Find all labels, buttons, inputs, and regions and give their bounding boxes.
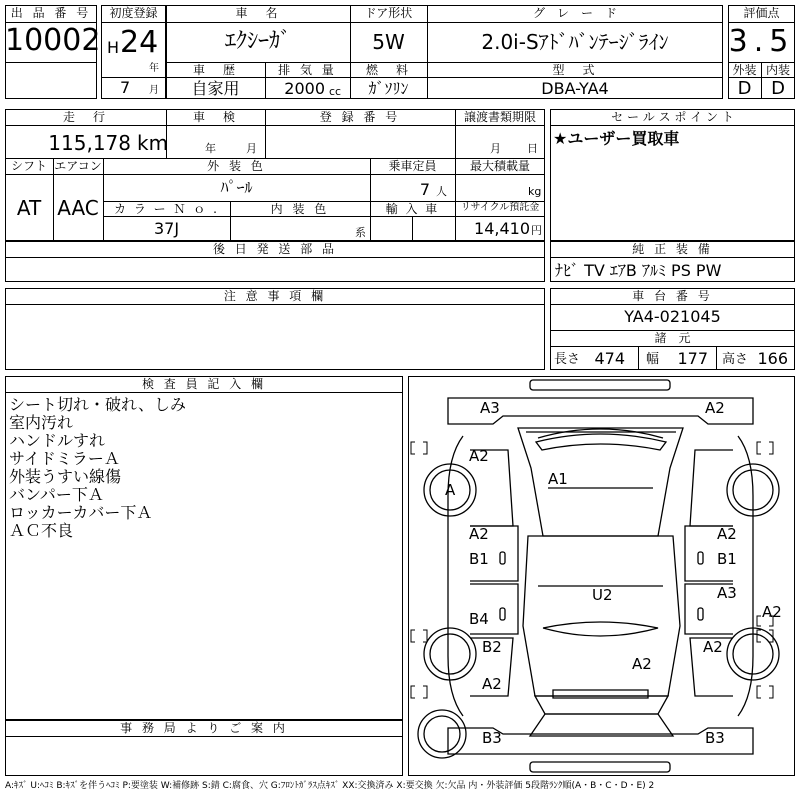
inspector-notes-header: 検 査 員 記 入 欄 [141, 377, 267, 391]
displacement: 2000 [284, 79, 325, 98]
door-type-header: ドア形状 [364, 6, 413, 20]
damage-rear-left-corner: A2 [482, 675, 502, 693]
width-label: 幅 [646, 352, 660, 367]
damage-rear-left: B3 [482, 729, 502, 747]
damage-door-fr-2: B1 [717, 550, 737, 568]
damage-trunk: A2 [632, 655, 652, 673]
shift-header: シフト [10, 159, 47, 173]
registration-no-header: 登 録 番 号 [319, 110, 401, 124]
era-label: H [107, 38, 120, 57]
length-label: 長さ [554, 352, 581, 367]
damage-quarter-right: A2 [703, 638, 723, 656]
year-unit: 年 [149, 63, 159, 74]
grade: 2.0i-Sｱﾄﾞﾊﾞﾝﾃｰｼﾞﾗｲﾝ [481, 30, 669, 54]
color-no: 37J [153, 219, 180, 238]
note-item: ＡＣ不良 [9, 521, 74, 540]
first-registration-header: 初度登録 [109, 6, 158, 20]
fuel: ｶﾞｿﾘﾝ [368, 79, 409, 98]
capacity-header: 乗車定員 [388, 159, 437, 173]
recycle: 14,410 [474, 219, 530, 238]
genuine-equipment-header: 純 正 装 備 [632, 242, 713, 256]
interior-color-unit: 系 [355, 226, 366, 239]
recycle-header: リサイクル預託金 [460, 202, 540, 213]
damage-door-fr: A2 [717, 525, 737, 543]
exterior-color-header: 外 装 色 [207, 159, 266, 173]
note-item: ハンドルすれ [9, 431, 106, 450]
damage-front-right: A2 [705, 399, 725, 417]
fuel-header: 燃 料 [365, 63, 411, 77]
damage-door-rr: A3 [717, 584, 737, 602]
note-item: 室内汚れ [9, 413, 74, 432]
color-no-header: カ ラ ー Ｎ ｏ . [114, 202, 219, 216]
chassis-no: YA4-021045 [624, 307, 721, 326]
specs-header: 諸 元 [654, 331, 691, 345]
car-name-header: 車 名 [235, 6, 281, 20]
inspection-month-unit: 月 [246, 142, 257, 155]
max-load-header: 最大積載量 [469, 159, 530, 173]
note-item: シート切れ・破れ、しみ [9, 395, 186, 414]
height: 166 [757, 349, 788, 368]
displacement-header: 排 気 量 [278, 63, 337, 77]
aircon: AAC [57, 196, 99, 220]
damage-door-rl: B4 [469, 610, 489, 628]
damage-door-fl-2: B1 [469, 550, 489, 568]
height-label: 高さ [722, 352, 749, 367]
shift: AT [16, 196, 42, 220]
damage-door-fl: A2 [469, 525, 489, 543]
mileage-unit: km [137, 131, 169, 155]
inspection-year-unit: 年 [205, 142, 216, 155]
registration-month: 7 [120, 78, 131, 97]
mileage-header: 走 行 [62, 110, 108, 124]
note-item: ロッカーカバー下Ａ [9, 503, 153, 522]
mileage: 115,178 [48, 131, 131, 155]
damage-front-left: A3 [480, 399, 500, 417]
grade-header: グ レ ー ド [532, 6, 617, 20]
note-item: 外装うすい線傷 [9, 467, 122, 486]
damage-quarter-left: B2 [482, 638, 502, 656]
chassis-no-header: 車 台 番 号 [632, 289, 713, 303]
width: 177 [677, 349, 708, 368]
damage-fender-left: A2 [469, 447, 489, 465]
capacity: 7 [419, 180, 430, 199]
damage-side-right: A2 [762, 603, 782, 621]
car-diagram [408, 376, 795, 776]
door-type: 5W [372, 30, 405, 54]
displacement-unit: cc [329, 85, 342, 98]
registration-year: 24 [120, 25, 159, 60]
sales-point: ★ユーザー買取車 [553, 129, 680, 148]
transfer-day-unit: 日 [527, 142, 538, 155]
exterior-color: ﾊﾟｰﾙ [220, 178, 253, 197]
lot-number-header: 出 品 番 号 [10, 6, 92, 20]
caution-header: 注 意 事 項 欄 [223, 289, 327, 303]
interior-grade: D [771, 78, 785, 99]
damage-hood: A1 [548, 470, 568, 488]
score-header: 評価点 [743, 6, 780, 20]
length: 474 [594, 349, 625, 368]
aircon-header: エアコン [54, 159, 102, 173]
note-item: バンパー下Ａ [9, 485, 104, 504]
damage-wheel-front-left: A [445, 481, 456, 499]
office-notice-header: 事 務 局 よ り ご 案 内 [120, 721, 288, 735]
sales-point-header: セ ー ル ス ポ イ ン ト [611, 110, 734, 124]
history-header: 車 歴 [192, 63, 238, 77]
score: 3.5 [728, 24, 795, 59]
damage-rear-right: B3 [705, 729, 725, 747]
capacity-unit: 人 [436, 185, 447, 198]
note-item: サイドミラーＡ [9, 449, 120, 468]
import-header: 輸 入 車 [385, 202, 440, 216]
parts-later-header: 後 日 発 送 部 品 [212, 242, 338, 256]
inspection-header: 車 検 [192, 110, 238, 124]
legend: A:ｷｽﾞ U:ﾍｺﾐ B:ｷｽﾞを伴うﾍｺﾐ P:要塗装 W:補修跡 S:錆 C:腐食、穴 G:ﾌﾛﾝﾄｶﾞﾗｽ点ｷｽﾞ XX:交換済み X:要交換 欠:欠品 内・外装評価 5段階ﾗﾝｸ順(A・B・C・D・E) 2 [5, 781, 655, 791]
inspector-notes-list [9, 396, 399, 540]
exterior-grade-header: 外装 [732, 63, 757, 77]
model-code-header: 型 式 [552, 63, 598, 77]
transfer-month-unit: 月 [490, 142, 501, 155]
exterior-grade: D [737, 78, 752, 99]
transfer-docs-header: 譲渡書類期限 [463, 110, 536, 124]
lot-number: 10002 [5, 23, 101, 58]
model-code: DBA-YA4 [541, 79, 609, 98]
damage-roof: U2 [592, 586, 613, 604]
recycle-unit: 円 [531, 224, 542, 237]
interior-color-header: 内 装 色 [270, 202, 330, 216]
history: 自家用 [191, 79, 240, 98]
car-name: ｴｸｼｰｶﾞ [224, 29, 291, 54]
month-unit: 月 [149, 85, 159, 96]
interior-grade-header: 内装 [765, 63, 790, 77]
genuine-equipment: ﾅﾋﾞ TV ｴｱB ｱﾙﾐ PS PW [555, 261, 722, 280]
max-load-unit: kg [528, 185, 542, 198]
